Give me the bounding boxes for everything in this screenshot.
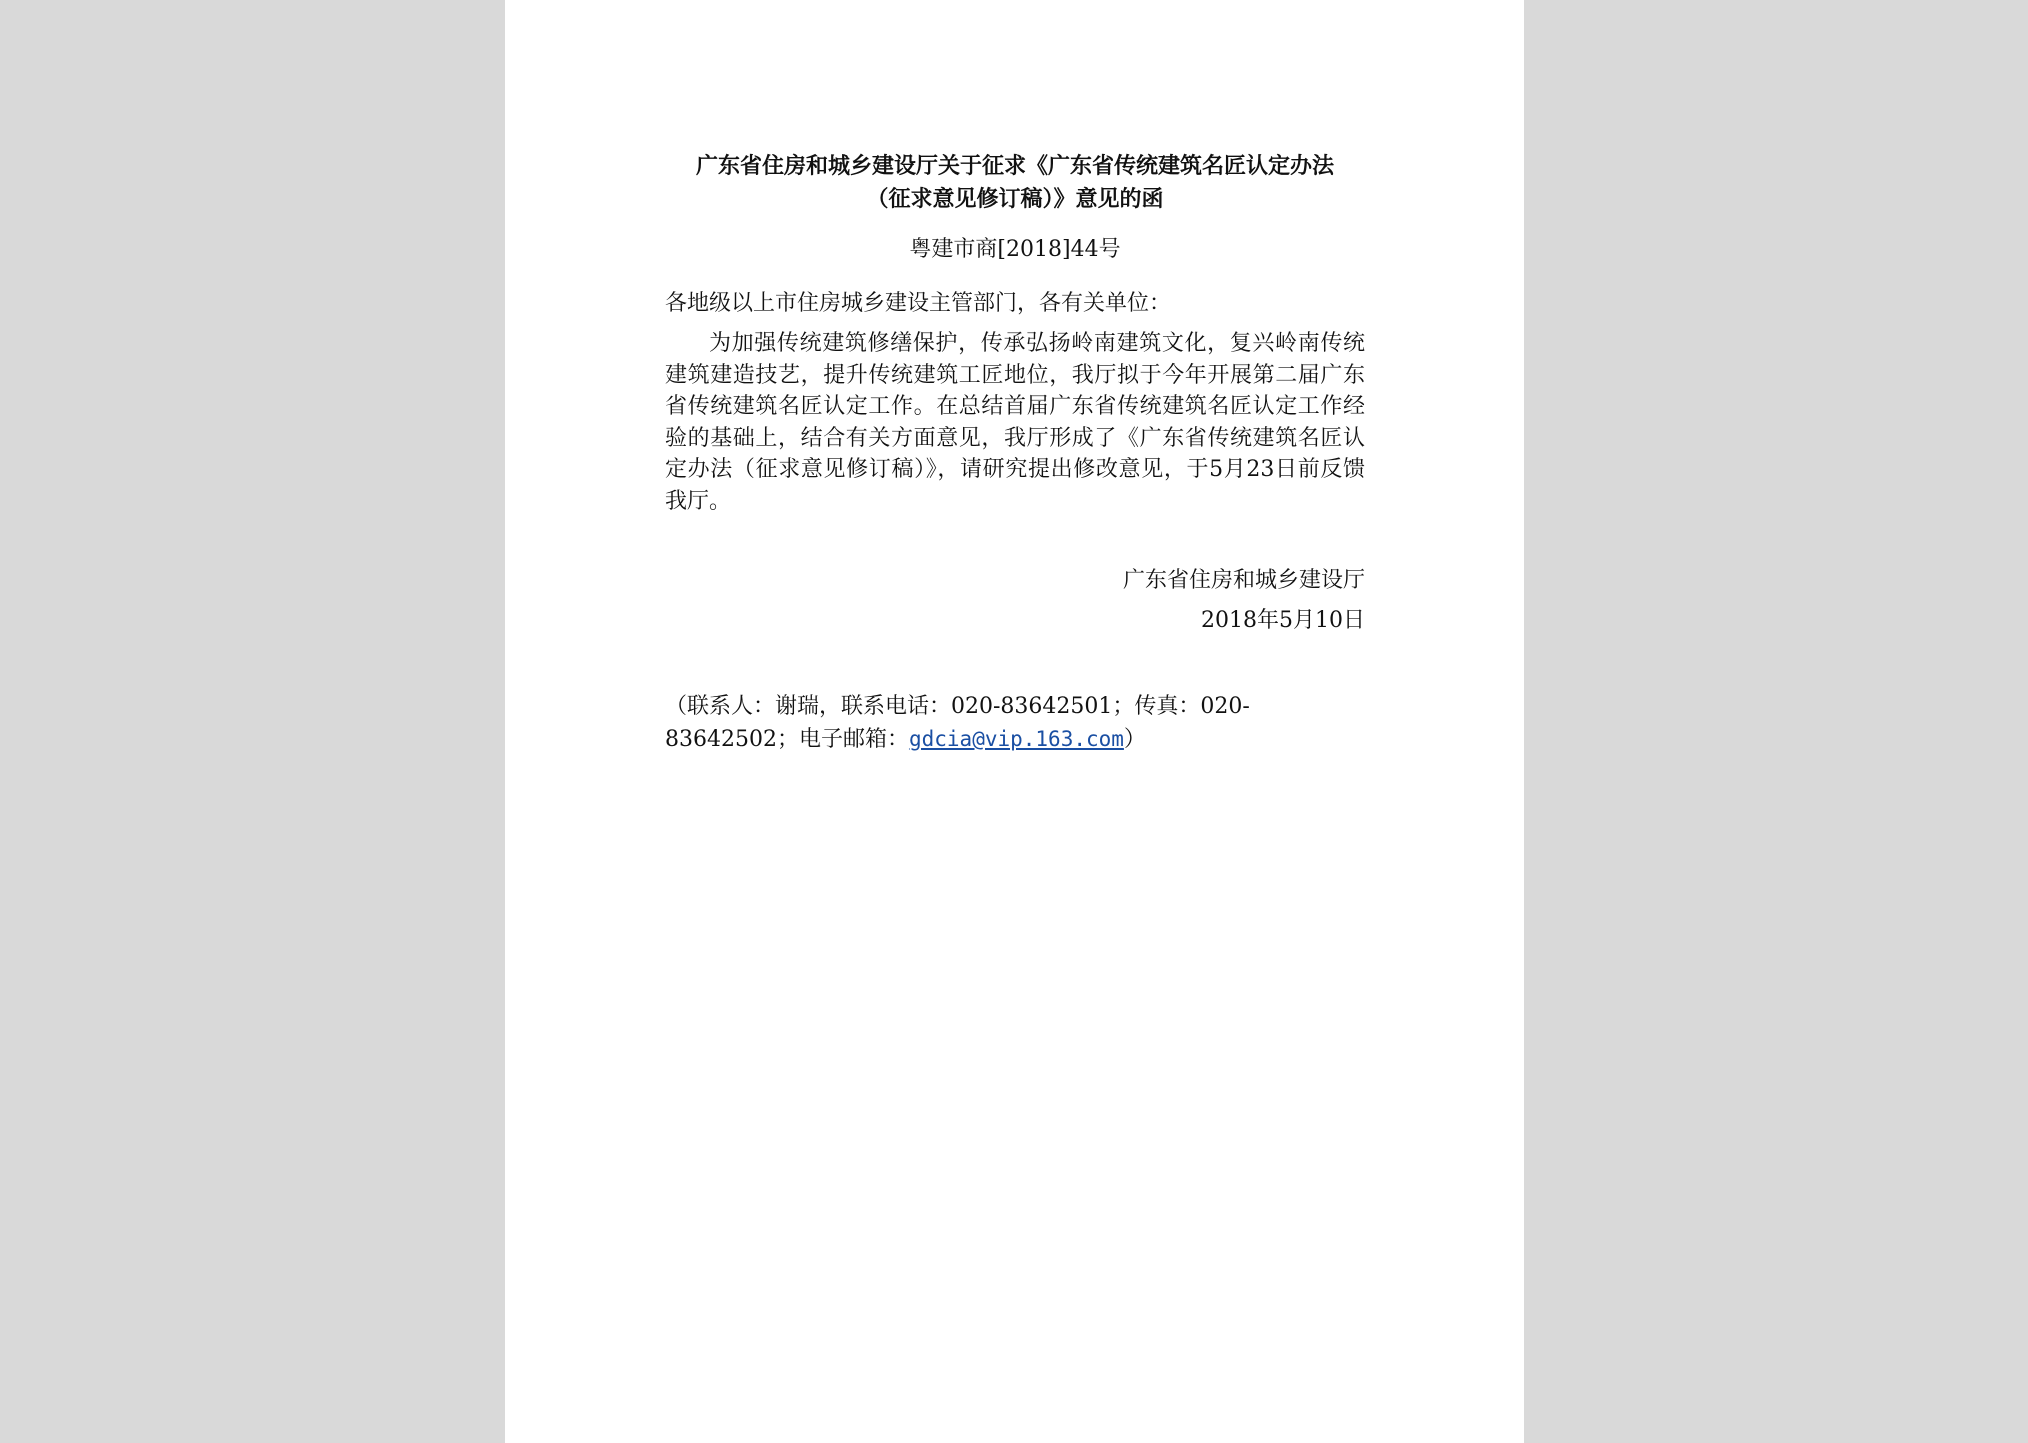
title-line-2: （征求意见修订稿）》意见的函 [866,186,1164,212]
document-page [505,0,1524,1443]
signature-date: 2018年5月10日 [1201,608,1365,633]
email-link[interactable]: gdcia@vip.163.com [908,727,1124,751]
contact-prefix: （联系人：谢瑞，联系电话：020-83642501；传真：020-83642502；电子邮箱： [665,694,1250,752]
addressee: 各地级以上市住房城乡建设主管部门，各有关单位： [665,291,1172,316]
contact-info [665,691,1365,756]
document-number: 粤建市商[2018]44号 [909,237,1121,262]
document-title [665,150,1365,216]
document-content [665,150,1365,756]
signature-org: 广东省住房和城乡建设厅 [1122,568,1365,593]
signature-block [665,561,1365,641]
body-paragraph: 为加强传统建筑修缮保护，传承弘扬岭南建筑文化，复兴岭南传统建筑建造技艺，提升传统建筑工匠地位，我厅拟于今年开展第二届广东省传统建筑名匠认定工作。在总结首届广东省传统建筑名匠认定工作经验的基础上，结合有关方面意见，我厅形成了《广东省传统建筑名匠认定办法（征求意见修订稿）》，请研究提出修改意见，于5月23日前反馈我厅。 [665,331,1365,514]
contact-suffix: ） [1123,727,1146,752]
title-line-1: 广东省住房和城乡建设厅关于征求《广东省传统建筑名匠认定办法 [695,153,1334,179]
